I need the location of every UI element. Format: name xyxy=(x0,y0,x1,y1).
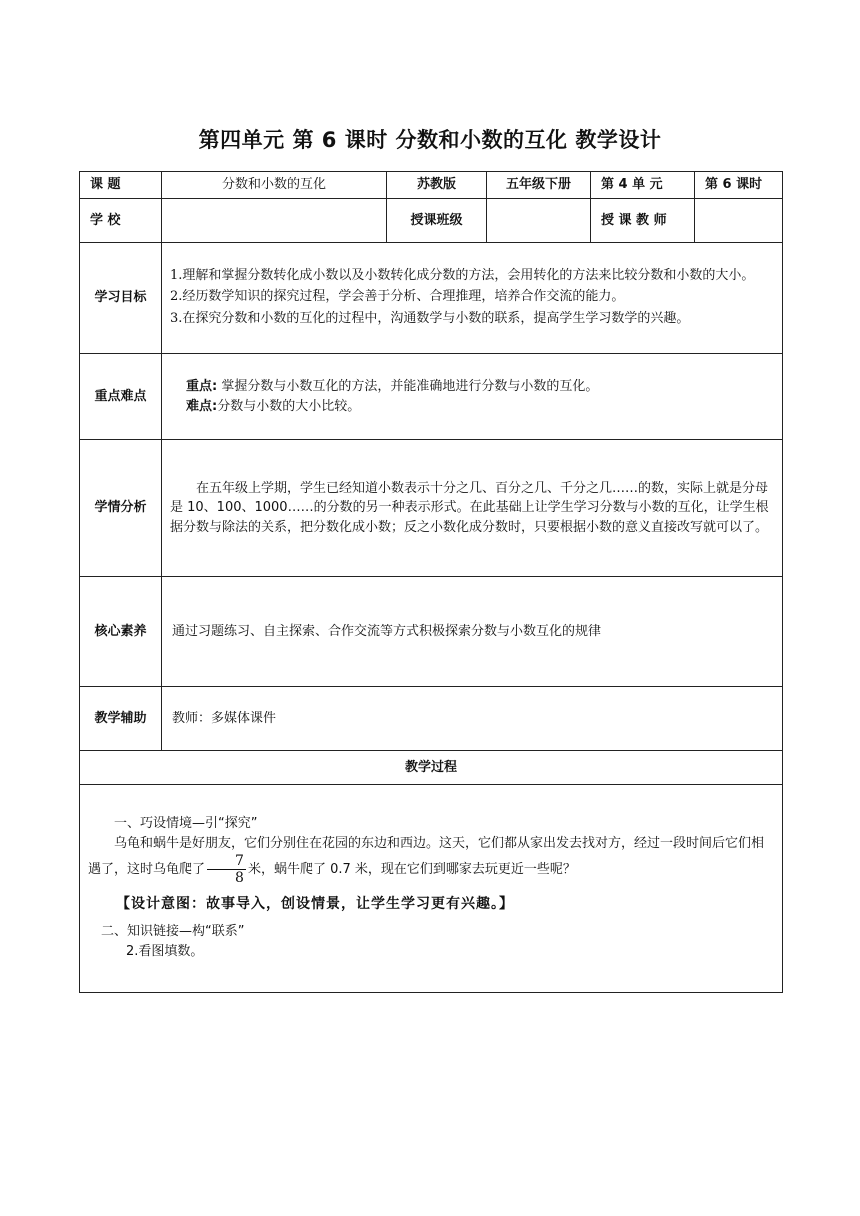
fraction-numerator: 7 xyxy=(207,853,246,870)
header-row-school xyxy=(80,199,783,243)
analysis-label: 学情分析 xyxy=(80,440,162,577)
topic-value: 分数和小数的互化 xyxy=(162,172,387,199)
story-text-end: 米，蜗牛爬了 0.7 米，现在它们到哪家去玩更近一些呢？ xyxy=(247,862,576,877)
teacher-value xyxy=(695,199,783,243)
school-value xyxy=(162,199,387,243)
section-heading: 二、知识链接—构“联系” xyxy=(101,924,245,939)
school-label: 学 校 xyxy=(80,199,162,243)
process-heading-row xyxy=(80,751,783,785)
process-heading: 教学过程 xyxy=(80,751,783,785)
aid-label: 教学辅助 xyxy=(80,687,162,751)
header-row-topic xyxy=(80,172,783,199)
lesson-cell: 第 6 课时 xyxy=(695,172,783,199)
process-content xyxy=(80,785,783,993)
teacher-label: 授 课 教 师 xyxy=(591,199,695,243)
publisher-cell: 苏教版 xyxy=(387,172,487,199)
exercise-item: 2.看图填数。 xyxy=(126,943,204,959)
document-title: 第四单元 第 6 课时 分数和小数的互化 教学设计 xyxy=(198,128,662,152)
class-label: 授课班级 xyxy=(387,199,487,243)
fraction-denominator: 8 xyxy=(235,870,244,886)
fraction-seven-eighths xyxy=(207,853,246,886)
goals-label: 学习目标 xyxy=(80,243,162,354)
topic-label: 课 题 xyxy=(80,172,162,199)
goal-item: 1.理解和掌握分数转化成小数以及小数转化成分数的方法，会用转化的方法来比较分数和小数的大小。 xyxy=(170,268,755,284)
story-paragraph xyxy=(88,834,774,887)
analysis-content: 在五年级上学期，学生已经知道小数表示十分之几、百分之几、千分之几……的数，实际上就是分母是 10、100、1000……的分数的另一种表示形式。在此基础上让学生学习分数与小数的互化，让学生根据分数与除法的关系，把分数化成小数；反之小数化成分数时，只要根据小数的意义直接改写就可以了。 xyxy=(162,440,783,577)
goal-item: 2.经历数学知识的探究过程，学会善于分析、合理推理，培养合作交流的能力。 xyxy=(170,288,625,304)
analysis-row xyxy=(80,440,783,577)
difficulty-text: 分数与小数的大小比较。 xyxy=(217,398,361,414)
goals-row xyxy=(80,243,783,354)
unit-cell: 第 4 单 元 xyxy=(591,172,695,199)
goal-item: 3.在探究分数和小数的互化的过程中，沟通数学与小数的联系，提高学生学习数学的兴趣。 xyxy=(170,310,690,326)
core-label: 核心素养 xyxy=(80,577,162,687)
process-row xyxy=(80,785,783,993)
story-text: 乌龟和蜗牛是好朋友，它们分别住在花园的东边和西边。这天，它们都从家出发去找对方，经过一段时间后它们相遇了，这时乌龟爬了 xyxy=(88,835,765,877)
key-points-content xyxy=(162,354,783,440)
core-row xyxy=(80,577,783,687)
aid-row xyxy=(80,687,783,751)
grade-cell: 五年级下册 xyxy=(487,172,591,199)
class-value xyxy=(487,199,591,243)
key-points-row xyxy=(80,354,783,440)
difficulty-title: 难点: xyxy=(186,398,218,414)
core-content: 通过习题练习、自主探索、合作交流等方式积极探索分数与小数互化的规律 xyxy=(162,577,783,687)
design-intent: 【设计意图：故事导入，创设情景，让学生学习更有兴趣。】 xyxy=(116,896,514,912)
lesson-plan-table xyxy=(79,171,783,993)
key-text: 掌握分数与小数互化的方法，并能准确地进行分数与小数的互化。 xyxy=(217,379,599,394)
section-heading: 一、巧设情境—引“探究” xyxy=(114,816,258,831)
key-points-label: 重点难点 xyxy=(80,354,162,440)
key-title: 重点: xyxy=(186,379,218,394)
goals-content xyxy=(162,243,783,354)
aid-content: 教师：多媒体课件 xyxy=(162,687,783,751)
